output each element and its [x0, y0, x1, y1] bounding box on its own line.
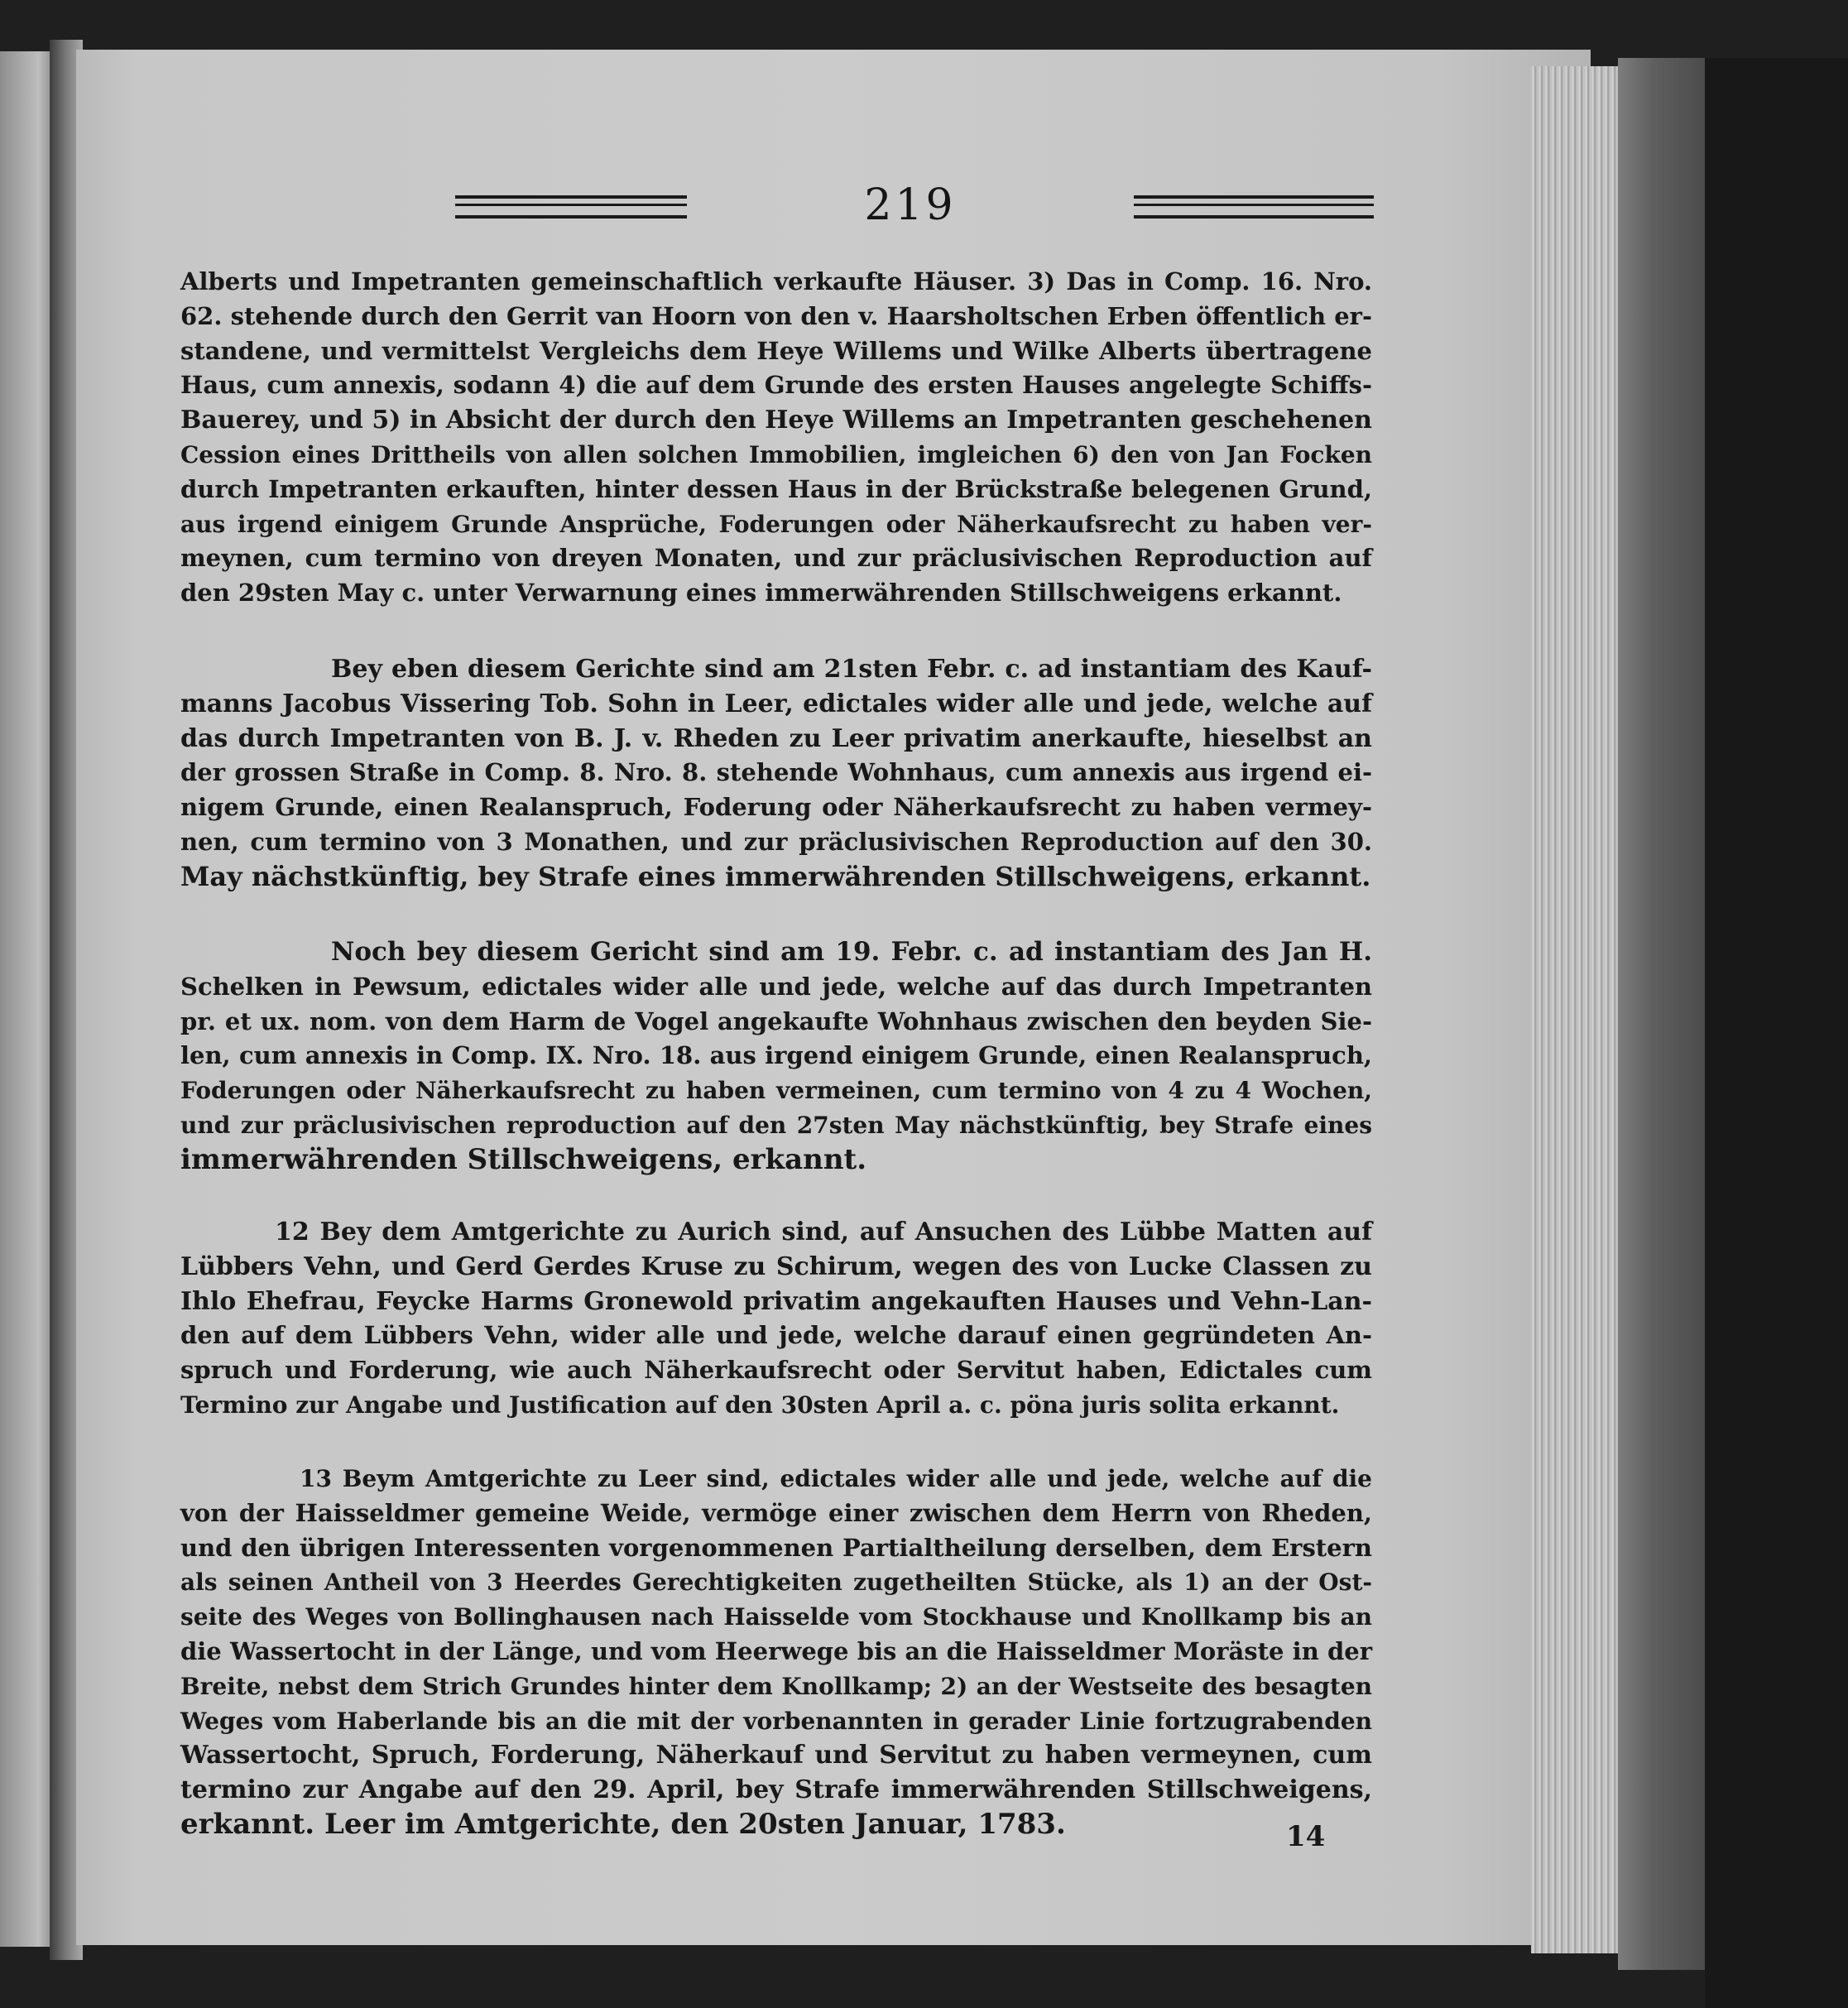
- text-line: als seinen Antheil von 3 Heerdes Gerechtigkeiten zugetheilten Stücke, als 1) an der Ost-: [180, 1568, 1372, 1597]
- text-line: den 29sten May c. unter Verwarnung eines immerwährenden Stillschweigens erkannt.: [180, 579, 1342, 608]
- text-line: Bey eben diesem Gerichte sind am 21sten Febr. c. ad instantiam des Kauf-: [331, 655, 1372, 684]
- paragraph-2: [180, 652, 1372, 895]
- text-line: seite des Weges von Bollinghausen nach Haisselde vom Stockhause und Knollkamp bis an: [180, 1603, 1372, 1631]
- page-number: 219: [864, 180, 957, 230]
- text-line: Noch bey diesem Gericht sind am 19. Febr. c. ad instantiam des Jan H.: [331, 937, 1372, 967]
- page-edges: [1531, 66, 1630, 1953]
- text-line: Weges vom Haberlande bis an die mit der vorbenannten in gerader Linie fortzugrabenden: [180, 1707, 1372, 1735]
- paragraph-3: [180, 935, 1372, 1178]
- text-line: durch Impetranten erkauften, hinter dessen Haus in der Brückstraße belegenen Grund,: [180, 474, 1372, 503]
- text-line: 12 Bey dem Amtgerichte zu Aurich sind, auf Ansuchen des Lübbe Matten auf: [275, 1218, 1372, 1247]
- text-line: und den übrigen Interessenten vorgenommenen Partialtheilung derselben, dem Erstern: [180, 1533, 1372, 1562]
- text-line: 62. stehende durch den Gerrit van Hoorn von den v. Haarsholtschen Erben öffentlich er-: [180, 301, 1372, 330]
- catchword: 14: [1286, 1820, 1326, 1853]
- text-line: manns Jacobus Vissering Tob. Sohn in Leer, edictales wider alle und jede, welche auf: [180, 689, 1372, 718]
- header-rule-right: [1134, 195, 1374, 219]
- page-header: [455, 180, 1374, 233]
- text-line: Schelken in Pewsum, edictales wider alle und jede, welche auf das durch Impetranten: [180, 972, 1372, 1001]
- text-line: von der Haisseldmer gemeine Weide, vermöge einer zwischen dem Herrn von Rheden,: [180, 1498, 1372, 1527]
- header-rule-left: [455, 195, 687, 219]
- text-line: das durch Impetranten von B. J. v. Rheden zu Leer privatim anerkaufte, hieselbst an: [180, 723, 1372, 753]
- paragraph-12: [180, 1215, 1372, 1423]
- text-line: Alberts und Impetranten gemeinschaftlich verkaufte Häuser. 3) Das in Comp. 16. Nro.: [180, 267, 1372, 295]
- paragraph-13: [180, 1462, 1372, 1842]
- text-line: Termino zur Angabe und Justification auf den 30sten April a. c. pöna juris solita erkannt.: [180, 1391, 1340, 1419]
- text-line: Ihlo Ehefrau, Feycke Harms Gronewold privatim angekauften Hauses und Vehn-Lan-: [180, 1286, 1372, 1316]
- text-line: Foderungen oder Näherkaufsrecht zu haben vermeinen, cum termino von 4 zu 4 Wochen,: [180, 1077, 1372, 1105]
- text-line: 13 Beym Amtgerichte zu Leer sind, edictales wider alle und jede, welche auf die: [300, 1465, 1372, 1492]
- text-line: May nächstkünftig, bey Strafe eines immerwährenden Stillschweigens, erkannt.: [180, 860, 1371, 892]
- text-line: und zur präclusivischen reproduction auf den 27sten May nächstkünftig, bey Strafe eines: [180, 1111, 1372, 1139]
- text-line: nigem Grunde, einen Realanspruch, Foderung oder Näherkaufsrecht zu haben vermey-: [180, 793, 1372, 822]
- text-line: Bauerey, und 5) in Absicht der durch den Heye Willems an Impetranten geschehenen: [180, 406, 1372, 435]
- scan-dark-margin: [1705, 58, 1848, 2008]
- text-line: die Wassertocht in der Länge, und vom Heerwege bis an die Haisseldmer Moräste in der: [180, 1636, 1372, 1665]
- text-line: aus irgend einigem Grunde Ansprüche, Foderungen oder Näherkaufsrecht zu haben ver-: [180, 510, 1372, 538]
- book-cover-edge: [1618, 58, 1709, 1970]
- text-line: der grossen Straße in Comp. 8. Nro. 8. stehende Wohnhaus, cum annexis aus irgend ei-: [180, 758, 1372, 787]
- text-line: len, cum annexis in Comp. IX. Nro. 18. aus irgend einigem Grunde, einen Realanspruch,: [180, 1041, 1372, 1070]
- text-line: Breite, nebst dem Strich Grundes hinter dem Knollkamp; 2) an der Westseite des besagten: [180, 1672, 1372, 1700]
- text-line: immerwährenden Stillschweigens, erkannt.: [180, 1142, 867, 1176]
- text-line: Lübbers Vehn, und Gerd Gerdes Kruse zu Schirum, wegen des von Lucke Classen zu: [180, 1251, 1372, 1281]
- text-line: Haus, cum annexis, sodann 4) die auf dem Grunde des ersten Hauses angelegte Schiffs-: [180, 371, 1372, 400]
- text-line: meynen, cum termino von dreyen Monaten, und zur präclusivischen Reproduction auf: [180, 544, 1372, 573]
- text-line: nen, cum termino von 3 Monathen, und zur präclusivischen Reproduction auf den 30.: [180, 827, 1372, 856]
- text-line: den auf dem Lübbers Vehn, wider alle und jede, welche darauf einen gegründeten An-: [180, 1321, 1372, 1350]
- text-line: pr. et ux. nom. von dem Harm de Vogel angekaufte Wohnhaus zwischen den beyden Sie-: [180, 1006, 1372, 1035]
- text-line: Wassertocht, Spruch, Forderung, Näherkauf und Servitut zu haben vermeynen, cum: [180, 1741, 1372, 1770]
- text-line: spruch und Forderung, wie auch Näherkaufsrecht oder Servitut haben, Edictales cum: [180, 1356, 1372, 1385]
- text-line: erkannt. Leer im Amtgerichte, den 20sten Januar, 1783.: [180, 1807, 1066, 1841]
- paragraph-1: [180, 265, 1372, 611]
- text-line: standene, und vermittelst Vergleichs dem Heye Willems und Wilke Alberts übertragene: [180, 336, 1372, 365]
- text-line: termino zur Angabe auf den 29. April, bey Strafe immerwährenden Stillschweigens,: [180, 1775, 1372, 1805]
- text-line: Cession eines Drittheils von allen solchen Immobilien, imgleichen 6) den von Jan Focken: [180, 440, 1372, 468]
